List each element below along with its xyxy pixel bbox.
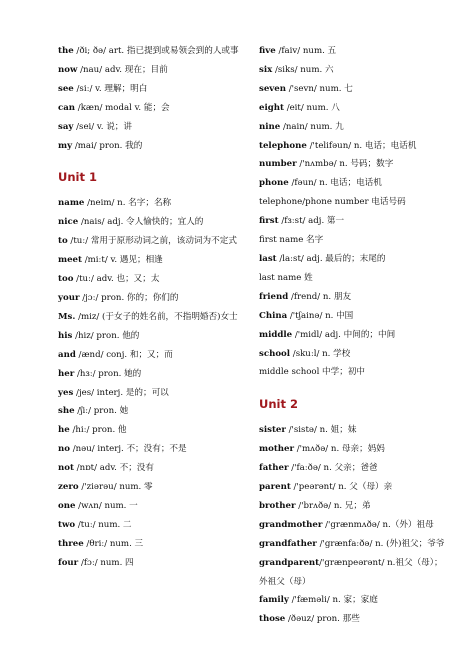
entry-one	[58, 497, 248, 516]
entry-family	[259, 591, 449, 610]
entry-three	[58, 535, 248, 554]
entry-word: grandparent	[259, 557, 320, 568]
entry-word: six	[259, 64, 273, 75]
entry-definition: /fɔː/ num. 四	[78, 557, 134, 568]
entry-definition: /fəun/ n. 电话；电话机	[288, 178, 382, 189]
entry-eight	[259, 99, 449, 118]
entry-definition: /'grænfaːðə/ n. (外)祖父；爷爷	[316, 538, 445, 549]
entry-four	[58, 554, 248, 573]
entry-definition: /nais/ adj. 令人愉快的；宜人的	[78, 217, 204, 228]
entry-definition: /ði; ðə/ art. 指已提到或易领会到的人或事	[73, 46, 239, 56]
entry-friend	[259, 288, 449, 307]
entry-phrase-first-name	[259, 231, 449, 250]
entry-not	[58, 459, 248, 478]
left-column	[58, 42, 248, 573]
entry-his	[58, 327, 248, 346]
entry-word: and	[58, 349, 76, 360]
entry-definition: /frend/ n. 朋友	[288, 291, 352, 302]
unit-heading: Unit 1	[58, 170, 97, 185]
entry-word: meet	[58, 255, 82, 266]
unit-heading: Unit 2	[259, 397, 298, 412]
entry-grandfather	[259, 535, 449, 554]
entry-phrase-middle-school	[259, 363, 449, 382]
entry-zero	[58, 478, 248, 497]
entry-five	[259, 42, 449, 61]
entry-word: zero	[58, 482, 79, 493]
entry-word: not	[58, 463, 74, 474]
entry-word: now	[58, 64, 78, 75]
entry-definition: /tuː/ 常用于原形动词之前，该动词为不定式	[67, 236, 237, 247]
entry-word: school	[259, 348, 291, 359]
entry-definition: /'peərənt/ n. 父（母）亲	[290, 482, 393, 493]
entry-parent	[259, 478, 449, 497]
entry-he	[58, 421, 248, 440]
entry-word: she	[58, 406, 75, 417]
entry-word: parent	[259, 482, 291, 493]
entry-word: yes	[58, 387, 74, 398]
entry-the	[58, 42, 248, 61]
entry-word: three	[58, 538, 84, 549]
entry-grandparent	[259, 554, 449, 592]
entry-definition: /'ziərəu/ num. 零	[78, 482, 153, 493]
entry-definition: /siː/ v. 理解；明白	[73, 83, 148, 94]
entry-word: my	[58, 140, 73, 151]
entry-father	[259, 459, 449, 478]
right-column	[259, 42, 449, 629]
entry-brother	[259, 497, 449, 516]
entry-phrase-telephone-number	[259, 193, 449, 212]
entry-definition: /faiv/ num. 五	[275, 46, 337, 56]
entry-definition: /miːt/ v. 遇见；相逢	[82, 255, 163, 266]
entry-definition: first name 名字	[259, 235, 324, 246]
entry-number	[259, 155, 449, 174]
entry-those	[259, 610, 449, 629]
entry-word: four	[58, 557, 79, 568]
entry-word: nice	[58, 217, 79, 228]
entry-definition: /hiz/ pron. 他的	[72, 330, 140, 341]
entry-word: sister	[259, 425, 286, 436]
entry-word: grandfather	[259, 538, 317, 549]
entry-too	[58, 270, 248, 289]
entry-and	[58, 346, 248, 365]
entry-last	[259, 250, 449, 269]
entry-definition: /'tʃainə/ n. 中国	[287, 310, 354, 321]
entry-definition: /'sevn/ num. 七	[286, 83, 353, 94]
entry-word: nine	[259, 121, 281, 132]
entry-definition: /θriː/ num. 三	[83, 538, 144, 549]
entry-mother	[259, 440, 449, 459]
entry-definition: /mai/ pron. 我的	[72, 140, 143, 151]
entry-definition: /hɜː/ pron. 她的	[74, 368, 142, 379]
entry-definition: /ðəuz/ pron. 那些	[285, 614, 360, 625]
entry-her	[58, 365, 248, 384]
entry-word: telephone	[259, 140, 307, 151]
entry-definition: /ʃiː/ pron. 她	[74, 406, 129, 417]
entry-word: Ms.	[58, 311, 76, 322]
entry-definition: /'fæməli/ n. 家；家庭	[288, 595, 378, 606]
entry-seven	[259, 80, 449, 99]
entry-definition: /tuː/ num. 二	[75, 519, 132, 530]
entry-definition: /miz/ (于女子的姓名前，不指明婚否)女士	[75, 311, 238, 322]
entry-word: those	[259, 614, 286, 625]
entry-definition: /hiː/ pron. 他	[69, 425, 127, 436]
entry-definition: /ænd/ conj. 和；又；而	[75, 349, 173, 360]
entry-word: number	[259, 159, 297, 170]
entry-definition: middle school 中学；初中	[259, 367, 366, 378]
entry-word: China	[259, 310, 288, 321]
entry-definition: /skuːl/ n. 学校	[290, 348, 351, 359]
entry-see	[58, 80, 248, 99]
entry-middle	[259, 326, 449, 345]
entry-definition: /'telifəun/ n. 电话；电话机	[306, 140, 417, 151]
entry-meet	[58, 251, 248, 270]
entry-word: can	[58, 102, 76, 113]
entry-word: the	[58, 46, 74, 56]
entry-definition: /nain/ num. 九	[280, 121, 344, 132]
entry-say	[58, 118, 248, 137]
entry-word: last	[259, 253, 277, 264]
entry-yes	[58, 384, 248, 403]
entry-word: brother	[259, 500, 296, 511]
entry-definition: /jes/ interj. 是的；可以	[73, 387, 169, 398]
entry-school	[259, 345, 449, 364]
entry-definition: /'faːðə/ n. 父亲；爸爸	[288, 463, 378, 474]
entry-word: say	[58, 121, 74, 132]
entry-word: father	[259, 463, 289, 474]
entry-definition: /nau/ adv. 现在；目前	[77, 64, 168, 75]
entry-definition: telephone/phone number 电话号码	[259, 197, 406, 208]
entry-word: middle	[259, 329, 293, 340]
entry-definition: /'nʌmbə/ n. 号码；数字	[296, 159, 394, 170]
entry-definition: /'midl/ adj. 中间的；中间	[292, 329, 396, 340]
entry-definition: /'mʌðə/ n. 母亲；妈妈	[294, 444, 385, 455]
entry-sister	[259, 421, 449, 440]
entry-word: seven	[259, 83, 287, 94]
entry-definition: /laːst/ adj. 最后的；末尾的	[276, 253, 386, 264]
entry-word: one	[58, 500, 76, 511]
entry-word: first	[259, 216, 279, 227]
entry-definition: /'grænpeərənt/ n.祖父（母）；外祖父（母）	[259, 557, 443, 587]
entry-nine	[259, 118, 449, 137]
entry-she	[58, 402, 248, 421]
entry-word: see	[58, 83, 74, 94]
entry-first	[259, 212, 449, 231]
entry-definition: /sei/ v. 说；讲	[73, 121, 132, 132]
entry-word: two	[58, 519, 76, 530]
entry-grandmother	[259, 516, 449, 535]
entry-word: grandmother	[259, 519, 323, 530]
entry-definition: last name 姓	[259, 272, 313, 283]
entry-no	[58, 440, 248, 459]
entry-word: her	[58, 368, 75, 379]
entry-ms	[58, 308, 248, 327]
entry-definition: /tuː/ adv. 也；又；太	[73, 274, 160, 285]
entry-now	[58, 61, 248, 80]
entry-word: mother	[259, 444, 295, 455]
entry-my	[58, 137, 248, 156]
entry-definition: /wʌn/ num. 一	[75, 500, 138, 511]
entry-definition: /'sistə/ n. 姐；妹	[285, 425, 357, 436]
entry-definition: /siks/ num. 六	[272, 64, 334, 75]
entry-china	[259, 307, 449, 326]
entry-word: friend	[259, 291, 289, 302]
entry-definition: /'grænmʌðə/ n.（外）祖母	[322, 519, 434, 530]
entry-word: to	[58, 236, 68, 247]
entry-definition: /kæn/ modal v. 能；会	[75, 102, 170, 113]
entry-word: five	[259, 46, 276, 56]
entry-word: your	[58, 292, 80, 303]
entry-definition: /'brʌðə/ n. 兄；弟	[295, 500, 371, 511]
entry-word: phone	[259, 178, 289, 189]
entry-your	[58, 289, 248, 308]
entry-word: family	[259, 595, 289, 606]
entry-definition: /neim/ n. 名字；名称	[84, 198, 172, 209]
entry-definition: /fɜːst/ adj. 第一	[278, 216, 345, 227]
entry-nice	[58, 213, 248, 232]
entry-six	[259, 61, 449, 80]
entry-word: eight	[259, 102, 284, 113]
entry-phone	[259, 174, 449, 193]
entry-word: too	[58, 274, 74, 285]
entry-can	[58, 99, 248, 118]
entry-word: no	[58, 444, 70, 455]
entry-telephone	[259, 137, 449, 156]
entry-name	[58, 194, 248, 213]
entry-definition: /eit/ num. 八	[283, 102, 340, 113]
entry-definition: /nəu/ interj. 不；没有；不是	[69, 444, 187, 455]
entry-definition: /nɒt/ adv. 不；没有	[73, 463, 154, 474]
entry-word: his	[58, 330, 73, 341]
entry-to	[58, 232, 248, 251]
entry-word: name	[58, 198, 85, 209]
entry-definition: /jɔː/ pron. 你的；你们的	[79, 292, 179, 303]
entry-phrase-last-name	[259, 269, 449, 288]
entry-word: he	[58, 425, 70, 436]
entry-two	[58, 516, 248, 535]
